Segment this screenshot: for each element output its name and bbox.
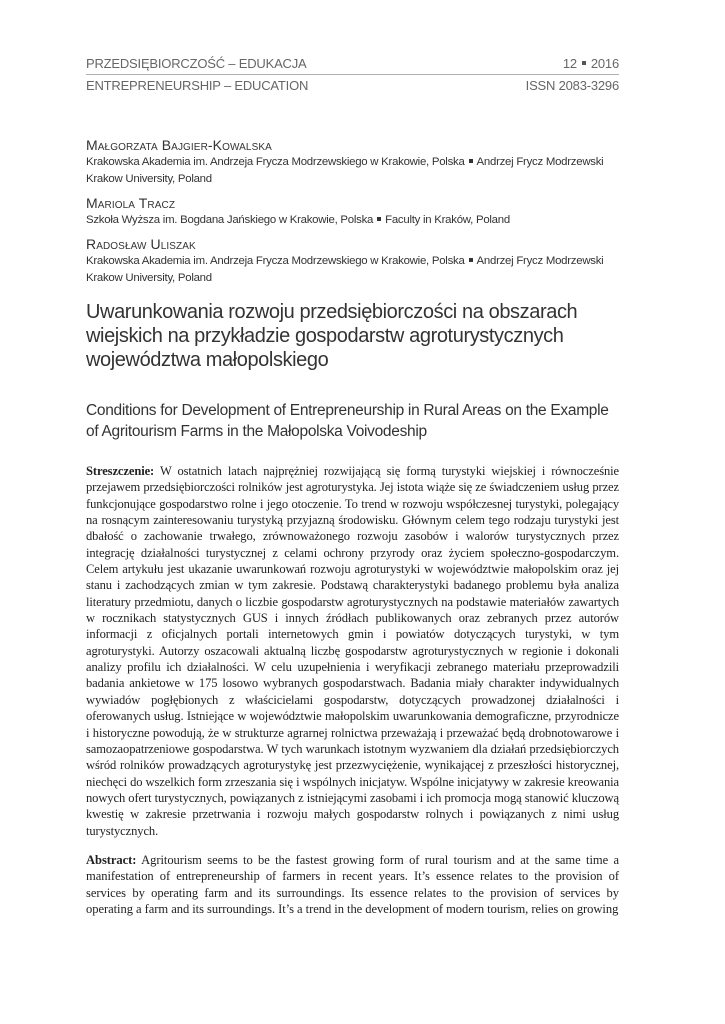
- running-header: [86, 55, 619, 95]
- author-name: Radosław Uliszak: [86, 236, 196, 252]
- author-block: [86, 194, 626, 229]
- abstract-text-en: Agritourism seems to be the fastest growing form of rural tourism and at the same time a manifestation of entrepreneurship of farmers in recent years. It’s essence relates to the provision of services by operating farm and its surroundings. Its essence relates to the provision of services by operating a farm and its surroundings. It’s a trend in the development of modern tourism, relies on growing: [86, 853, 619, 917]
- journal-title-pl: PRZEDSIĘBIORCZOŚĆ – EDUKACJA: [86, 56, 307, 71]
- affiliation-pl: Szkoła Wyższa im. Bogdana Jańskiego w Krakowie, Polska: [86, 214, 374, 226]
- journal-title-en: ENTREPRENEURSHIP – EDUCATION: [86, 78, 309, 93]
- article-title-en: Conditions for Development of Entrepreneurship in Rural Areas on the Example of Agritourism Farms in the Małopolska Voivodeship: [86, 402, 609, 440]
- affiliation-pl: Krakowska Akademia im. Andrzeja Frycza Modrzewskiego w Krakowie, Polska: [86, 255, 465, 267]
- affiliation-en: Andrzej Frycz Modrzewski Krakow University, Poland: [86, 255, 604, 284]
- abstract-label-en: Abstract:: [86, 853, 137, 867]
- abstract-label-pl: Streszczenie:: [86, 464, 155, 478]
- author-block: [86, 136, 626, 188]
- author-list: [86, 136, 626, 293]
- issn-number: ISSN 2083-3296: [525, 78, 619, 93]
- volume-number: 12: [562, 56, 577, 71]
- author-name: Mariola Tracz: [86, 195, 176, 211]
- author-affiliation: [86, 212, 626, 229]
- abstract-en: [86, 852, 619, 917]
- separator-dot-icon: [582, 61, 586, 65]
- issue-year: 2016: [590, 56, 619, 71]
- author-affiliation: [86, 154, 626, 188]
- author-affiliation: [86, 253, 626, 287]
- abstract-pl: [86, 463, 619, 839]
- header-row-top: [86, 55, 619, 75]
- issue-info: [563, 55, 619, 73]
- affiliation-pl: Krakowska Akademia im. Andrzeja Frycza Modrzewskiego w Krakowie, Polska: [86, 156, 465, 168]
- separator-square-icon: [469, 258, 473, 262]
- separator-square-icon: [377, 217, 381, 221]
- abstract-text-pl: W ostatnich latach najprężniej rozwijającą się formą turystyki wiejskiej i równocześnie przejawem przedsiębiorczości rolników jest agroturystyka. Jej istota wiąże się ze świadczeniem usług przez funkcjonujące gospodarstwo rolne i jego otoczenie. To trend w rozwoju współczesnej turystyki, polegający na rosnącym zainteresowaniu turystyką przyjazną środowisku. Głównym celem tego rodzaju turystyki jest dbałość o zachowanie trwałego, zrównoważonego rozwoju zasobów i walorów turystycznych przez integrację działalności turystycznej z celami ochrony przyrody oraz życiem społeczno-gospodarczym. Celem artykułu jest ukazanie uwarunkowań rozwoju agroturystyki w województwie małopolskim oraz jej stanu i zachodzących zmian w tym zakresie. Podstawą charakterystyki badanego problemu była analiza literatury przedmiotu, danych o liczbie gospodarstw agroturystycznych na podstawie materiałów zawartych w rocznikach statystycznych GUS i innych źródłach publikowanych oraz zebranych przez autorów informacji z oficjalnych portali internetowych gmin i powiatów dotyczących turystyki, w tym agroturystyki. Autorzy oszacowali aktualną liczbę gospodarstw agroturystycznych w regionie i dokonali analizy profilu ich działalności. W celu uzupełnienia i weryfikacji zebranego materiału przeprowadzili badania ankietowe w 175 losowo wybranych gospodarstwach. Badania miały charakter indywidualnych wywiadów pogłębionych z właścicielami gospodarstw, dotyczących prowadzonej działalności i oferowanych usług. Istniejące w województwie małopolskim uwarunkowania demograficzne, przyrodnicze i historyczne powodują, że w strukturze agrarnej rolnictwa przeważają i przeważać będą drobnotowarowe i samozaopatrzeniowe gospodarstwa. W tych warunkach istotnym wyzwaniem dla działań przedsiębiorczych wśród rolników prowadzących agroturystykę jest przezwyciężenie, wynikającej z przeszłości historycznej, niechęci do wszelkich form zrzeszania się i wspólnych inicjatyw. Wspólne inicjatywy w zakresie kreowania nowych ofert turystycznych, powiązanych z istniejącymi zasobami i ich promocja mogą stanowić kluczową kwestię w zakresie przetrwania i rozwoju małych gospodarstw rolnych i powiązanych z nimi usług turystycznych.: [86, 464, 620, 838]
- affiliation-en: Faculty in Kraków, Poland: [385, 214, 510, 226]
- affiliation-en: Andrzej Frycz Modrzewski Krakow University, Poland: [86, 156, 604, 185]
- article-title-pl: Uwarunkowania rozwoju przedsiębiorczości na obszarach wiejskich na przykładzie gospodarstw agroturystycznych województwa małopolskiego: [86, 301, 578, 371]
- separator-square-icon: [469, 159, 473, 163]
- author-block: [86, 235, 626, 287]
- header-row-bottom: [86, 77, 619, 95]
- author-name: Małgorzata Bajgier-Kowalska: [86, 137, 272, 153]
